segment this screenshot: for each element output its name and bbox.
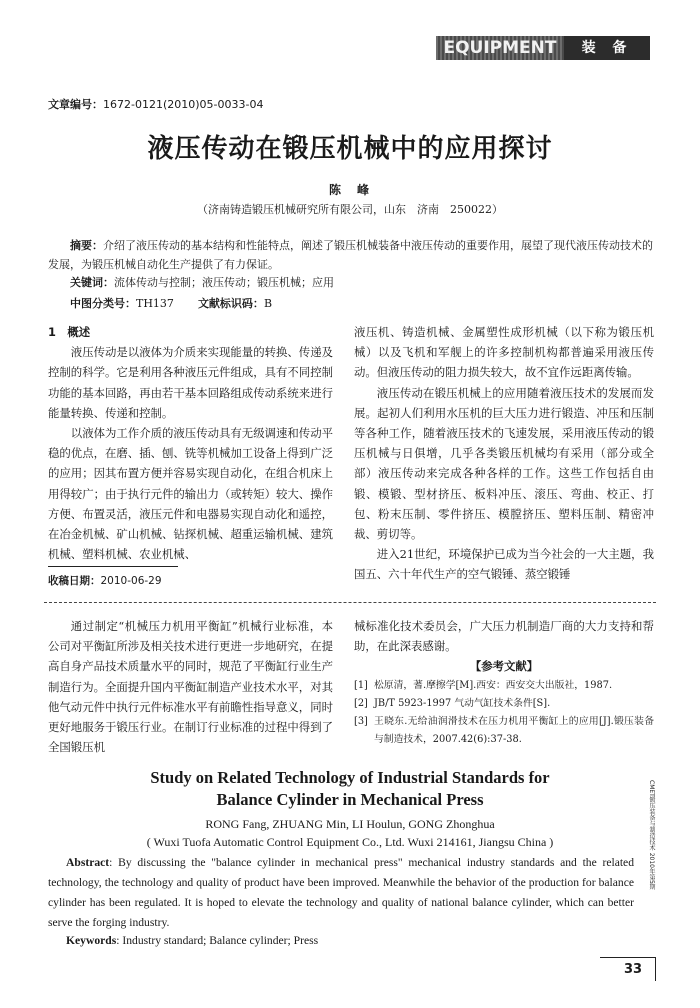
section-banner (436, 36, 650, 60)
prev-article-ack: 械标准化技术委员会，广大压力机制造厂商的大力支持和帮助，在此深表感谢。 (354, 619, 654, 654)
abstract-block (48, 236, 654, 274)
english-abstract (48, 853, 634, 933)
footnote-rule (48, 566, 178, 567)
right-paragraph-1: 液压传动在锻压机械上的应用随着液压技术的发展而发展。起初人们利用水压机的巨大压力进行锻造、冲压和压制等各种工作，随着液压技术的飞速发展，采用液压传动的锻压机械与日俱增，几乎各类锻压机械均有采用（部分或全部）液压传动来完成各种各样的工作。这些工作包括自由锻、模锻、型材挤压、板料冲压、滚压、弯曲、校正、打包、粉末压制、零件挤压、模膛挤压、塑料压制、精密冲裁、剪切等。 (354, 385, 654, 542)
english-authors: RONG Fang, ZHUANG Min, LI Houlun, GONG Zhonghua (205, 817, 495, 831)
section-heading: 1 概述 (48, 325, 91, 339)
journal-side-text: CMET锻压装备与制造技术 2010年第5期 (648, 780, 655, 890)
author-affiliation: （济南铸造锻压机械研究所有限公司，山东 济南 250022） (197, 203, 503, 216)
right-paragraph-2: 进入21世纪，环境保护已成为当今社会的一大主题，我国五、六十年代生产的空气锻锤、蒸空锻锤 (354, 547, 654, 582)
article-author: 陈 峰 (328, 183, 371, 197)
right-column (354, 322, 654, 585)
page-number-vertical-rule (655, 957, 656, 981)
keywords-text: 流体传动与控制；液压传动；锻压机械；应用 (114, 276, 334, 289)
clc-value: TH137 (136, 297, 174, 310)
banner-english-label: EQUIPMENT (436, 36, 564, 60)
reference-item: [3] 王晓东.无给油润滑技术在压力机用平衡缸上的应用[J].锻压装备与制造技术，2007.42(6):37-38. (354, 715, 654, 745)
article-separator (44, 602, 656, 608)
received-date (48, 573, 162, 588)
article-number-value: 1672-0121(2010)05-0033-04 (103, 98, 264, 111)
page-number: 33 (624, 962, 643, 977)
keywords-line (70, 274, 334, 290)
references-heading: 【参考文献】 (469, 659, 539, 674)
received-value: 2010-06-29 (100, 575, 162, 587)
journal-side-label (646, 780, 656, 955)
reference-item: [2] JB/T 5923-1997 气动气缸技术条件[S]. (354, 697, 551, 709)
english-abstract-label: Abstract (66, 856, 110, 869)
banner-chinese-label: 装 备 (581, 40, 633, 56)
left-paragraph-2: 以液体为工作介质的液压传动具有无级调速和传动平稳的优点，在磨、插、刨、铣等机械加工设备上得到广泛的应用；因其布置方便并容易实现自动化，在组合机床上用得较广；由于执行元件的输出力（或转矩）较大、操作方便、布置灵活，液压元件和电器易实现自动化和遥控，在冶金机械、矿山机械、钻探机械、超重运输机械、建筑机械、塑料机械、农业机械、 (48, 426, 333, 562)
abstract-text: 介绍了液压传动的基本结构和性能特点，阐述了锻压机械装备中液压传动的重要作用，展望了现代液压传动技术的发展，为锻压机械自动化生产提供了有力保证。 (48, 239, 653, 271)
classification-line (70, 295, 272, 311)
article-number-label: 文章编号： (48, 98, 103, 111)
left-column (48, 322, 333, 564)
doc-code-value: B (263, 297, 273, 310)
prev-article-text: 通过制定“机械压力机用平衡缸”机械行业标准，本公司对平衡缸所涉及相关技术进行更进一步地研究，在提高自身产品技术质量水平的同时，规范了平衡缸行业生产制造行为。全面提升国内平衡缸制造产业技术水平，对其他气动元件中执行元件标准水平有前瞻性指导意义，同时更好地服务于锻压行业。在制订行业标准的过程中得到了全国锻压机 (48, 619, 333, 755)
keywords-label: 关键词： (70, 276, 114, 289)
english-keywords-text: : Industry standard; Balance cylinder; Press (116, 934, 319, 947)
english-keywords (66, 934, 318, 947)
reference-item: [1] 松原清，蓍.摩擦学[M].西安：西安交大出版社，1987. (354, 679, 613, 691)
received-label: 收稿日期： (48, 575, 101, 587)
prev-article-left (48, 616, 333, 757)
english-title-line-2: Balance Cylinder in Mechanical Press (216, 790, 484, 809)
page-number-rule (600, 957, 656, 958)
left-paragraph-1: 液压传动是以液体为介质来实现能量的转换、传递及控制的科学。它是利用各种液压元件组成，具有不同控制功能的基本回路，再由若干基本回路组成传动系统来进行能量转换、传递和控制。 (48, 345, 333, 420)
english-affiliation: ( Wuxi Tuofa Automatic Control Equipment Co., Ltd. Wuxi 214161, Jiangsu China ) (146, 835, 554, 849)
article-title: 液压传动在锻压机械中的应用探讨 (147, 134, 553, 164)
right-paragraph-0: 液压机、铸造机械、金属塑性成形机械（以下称为锻压机械）以及飞机和军舰上的许多控制机构都普遍采用液压传动。但液压传动的阻力损失较大，故不宜作远距离传输。 (354, 325, 654, 380)
clc-label: 中图分类号： (70, 297, 136, 310)
english-keywords-label: Keywords (66, 934, 117, 947)
doc-code-label: 文献标识码： (197, 297, 264, 310)
article-number (48, 96, 263, 112)
abstract-label: 摘要： (70, 239, 103, 252)
english-title-line-1: Study on Related Technology of Industrial Standards for (150, 768, 550, 787)
prev-article-right (354, 616, 654, 749)
english-abstract-text: : By discussing the "balance cylinder in mechanical press" mechanical industry standards and the related technology, the technology and quality of product have been improved. Meanwhile the behavior of the production for balance cylinder has been regulated. It is hoped to elevate the technology and quality of national balance cylinder, which can better serve the forging industry. (48, 856, 634, 929)
